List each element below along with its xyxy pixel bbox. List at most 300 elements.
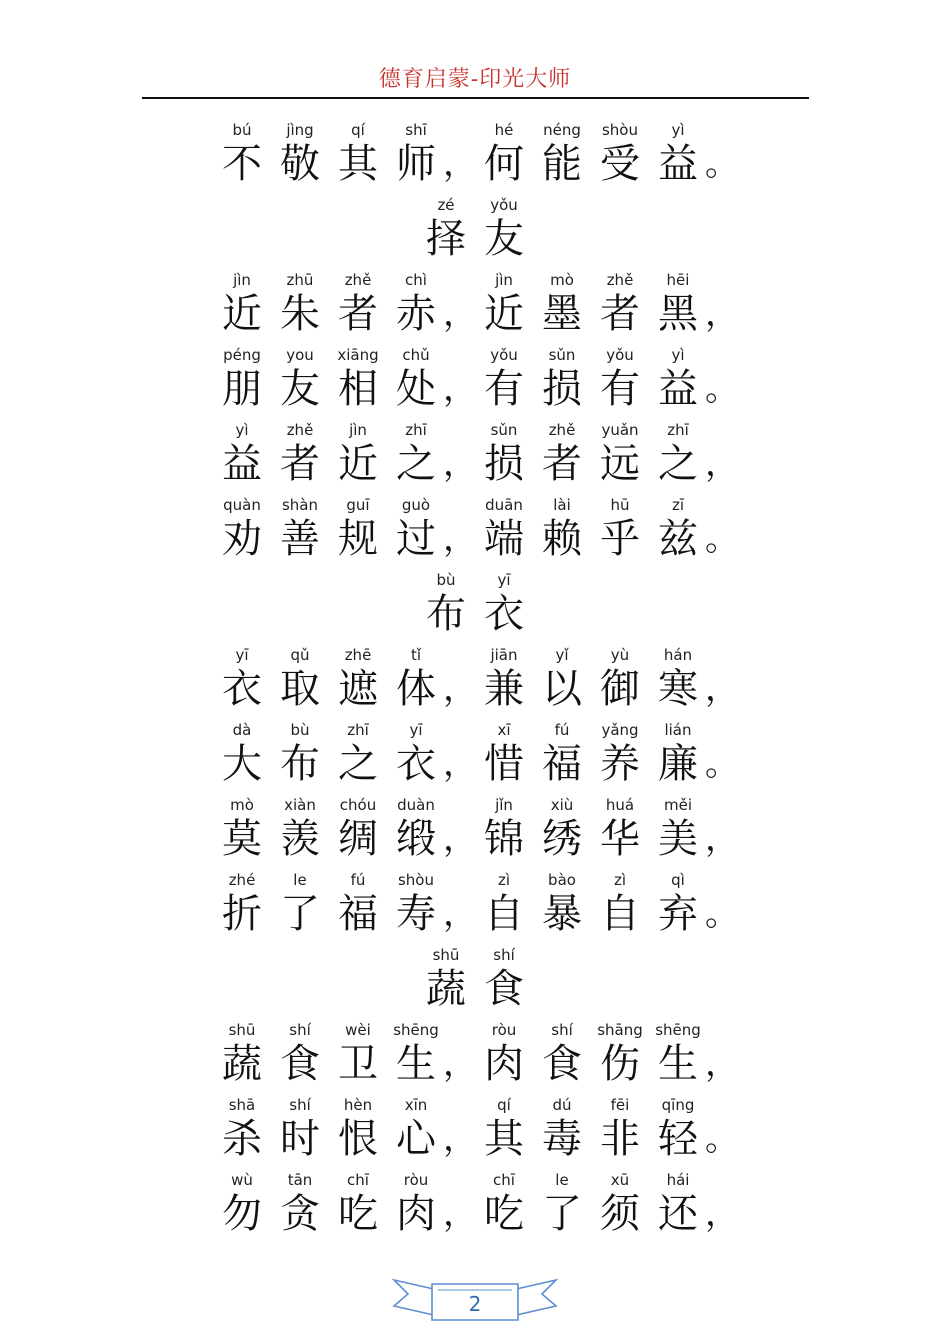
punctuation (445, 120, 475, 195)
pinyin-label: chī (493, 1171, 515, 1189)
hanzi-cell (387, 1095, 445, 1170)
hanzi-cell (475, 945, 533, 1020)
hanzi-cell (271, 345, 329, 420)
hanzi-character: 者 (280, 441, 320, 487)
punctuation (707, 795, 737, 870)
verse-line (0, 1020, 950, 1095)
punctuation-mark: 。 (705, 744, 739, 784)
hanzi-character: 之 (658, 441, 698, 487)
hanzi-cell (213, 270, 271, 345)
hanzi-character: 体 (396, 666, 436, 712)
hanzi-cell (475, 270, 533, 345)
hanzi-cell (329, 720, 387, 795)
pinyin-label: jìn (495, 271, 513, 289)
pinyin-label: xū (610, 1171, 630, 1189)
hanzi-character: 自 (600, 891, 640, 937)
hanzi-character: 近 (222, 291, 262, 337)
punctuation (445, 795, 475, 870)
hanzi-character: 乎 (600, 516, 640, 562)
pinyin-label: hèn (343, 1096, 373, 1114)
punctuation (707, 120, 737, 195)
hanzi-cell (533, 1095, 591, 1170)
pinyin-label: ròu (403, 1171, 429, 1189)
hanzi-character: 福 (542, 741, 582, 787)
hanzi-character: 赤 (396, 291, 436, 337)
pinyin-label: mò (550, 271, 574, 289)
hanzi-cell (533, 120, 591, 195)
hanzi-cell (475, 870, 533, 945)
hanzi-cell (387, 720, 445, 795)
pinyin-label: yī (497, 571, 511, 589)
punctuation (707, 495, 737, 570)
pinyin-label: zhī (667, 421, 689, 439)
hanzi-character: 择 (426, 216, 466, 262)
hanzi-character: 兼 (484, 666, 524, 712)
hanzi-character: 时 (280, 1116, 320, 1162)
pinyin-label: fú (554, 721, 570, 739)
pinyin-label: yù (610, 646, 630, 664)
pinyin-label: zhī (347, 721, 369, 739)
pinyin-label: hé (494, 121, 514, 139)
hanzi-character: 过 (396, 516, 436, 562)
pinyin-label: yǐ (555, 646, 569, 664)
punctuation-mark: 。 (705, 144, 739, 184)
punctuation-mark: 。 (705, 369, 739, 409)
pinyin-label: jǐn (495, 796, 513, 814)
punctuation (445, 645, 475, 720)
hanzi-character: 劝 (222, 516, 262, 562)
pinyin-label: zhū (286, 271, 314, 289)
hanzi-character: 衣 (222, 666, 262, 712)
punctuation (445, 420, 475, 495)
hanzi-cell (591, 270, 649, 345)
hanzi-character: 勿 (222, 1191, 262, 1237)
section-title (0, 195, 950, 270)
hanzi-character: 绸 (338, 816, 378, 862)
punctuation (445, 270, 475, 345)
hanzi-character: 食 (484, 966, 524, 1012)
pinyin-label: zhé (228, 871, 256, 889)
hanzi-character: 不 (222, 141, 262, 187)
verse-line (0, 720, 950, 795)
hanzi-cell (533, 345, 591, 420)
verse-line (0, 495, 950, 570)
pinyin-label: zī (671, 496, 685, 514)
hanzi-character: 者 (338, 291, 378, 337)
hanzi-character: 廉 (658, 741, 698, 787)
punctuation (707, 345, 737, 420)
hanzi-cell (591, 345, 649, 420)
pinyin-label: yī (235, 646, 249, 664)
punctuation-mark: ， (705, 669, 739, 709)
punctuation-mark: ， (705, 1194, 739, 1234)
pinyin-label: shí (289, 1096, 311, 1114)
header-divider (142, 97, 809, 99)
hanzi-cell (387, 645, 445, 720)
pinyin-label: yì (671, 346, 685, 364)
section-title (0, 945, 950, 1020)
hanzi-character: 生 (658, 1041, 698, 1087)
hanzi-cell (271, 645, 329, 720)
hanzi-cell (533, 495, 591, 570)
hanzi-character: 羡 (280, 816, 320, 862)
pinyin-label: tǐ (410, 646, 422, 664)
pinyin-label: wù (231, 1171, 253, 1189)
hanzi-cell (271, 870, 329, 945)
hanzi-character: 食 (280, 1041, 320, 1087)
hanzi-character: 布 (280, 741, 320, 787)
hanzi-cell (475, 1095, 533, 1170)
section-title (0, 570, 950, 645)
hanzi-cell (475, 495, 533, 570)
hanzi-cell (329, 1095, 387, 1170)
hanzi-cell (213, 120, 271, 195)
hanzi-character: 卫 (338, 1041, 378, 1087)
pinyin-label: yì (235, 421, 249, 439)
hanzi-character: 遮 (338, 666, 378, 712)
verse-line (0, 645, 950, 720)
pinyin-label: jìn (233, 271, 251, 289)
hanzi-character: 大 (222, 741, 262, 787)
hanzi-character: 衣 (396, 741, 436, 787)
hanzi-cell (591, 1095, 649, 1170)
hanzi-cell (271, 795, 329, 870)
pinyin-label: le (555, 1171, 569, 1189)
pinyin-label: shòu (601, 121, 638, 139)
punctuation-mark: ， (705, 444, 739, 484)
hanzi-character: 生 (396, 1041, 436, 1087)
pinyin-label: you (286, 346, 314, 364)
pinyin-label: mò (230, 796, 254, 814)
pinyin-label: guī (346, 496, 370, 514)
punctuation (445, 870, 475, 945)
punctuation-mark: 。 (705, 1119, 739, 1159)
hanzi-cell (475, 120, 533, 195)
hanzi-character: 损 (484, 441, 524, 487)
punctuation (707, 1020, 737, 1095)
hanzi-cell (271, 495, 329, 570)
hanzi-cell (329, 120, 387, 195)
pinyin-label: dà (232, 721, 252, 739)
verse-line (0, 120, 950, 195)
hanzi-character: 取 (280, 666, 320, 712)
pinyin-label: shī (405, 121, 427, 139)
punctuation-mark: ， (443, 444, 477, 484)
hanzi-character: 友 (484, 216, 524, 262)
hanzi-character: 端 (484, 516, 524, 562)
verse-line (0, 270, 950, 345)
hanzi-character: 恨 (338, 1116, 378, 1162)
hanzi-cell (213, 1095, 271, 1170)
hanzi-cell (475, 195, 533, 270)
punctuation (707, 270, 737, 345)
punctuation (445, 345, 475, 420)
hanzi-cell (329, 795, 387, 870)
page-footer (392, 1276, 558, 1326)
hanzi-character: 兹 (658, 516, 698, 562)
pinyin-label: chī (347, 1171, 369, 1189)
hanzi-character: 了 (542, 1191, 582, 1237)
hanzi-cell (329, 270, 387, 345)
pinyin-label: xiāng (337, 346, 379, 364)
hanzi-cell (271, 270, 329, 345)
hanzi-character: 莫 (222, 816, 262, 862)
punctuation-mark: ， (443, 1119, 477, 1159)
hanzi-cell (271, 720, 329, 795)
punctuation-mark: 。 (705, 519, 739, 559)
pinyin-label: péng (223, 346, 261, 364)
pinyin-label: chì (405, 271, 427, 289)
pinyin-label: shēng (393, 1021, 439, 1039)
pinyin-label: wèi (345, 1021, 371, 1039)
hanzi-cell (533, 1020, 591, 1095)
hanzi-cell (475, 645, 533, 720)
pinyin-label: fú (350, 871, 366, 889)
hanzi-character: 肉 (484, 1041, 524, 1087)
hanzi-character: 损 (542, 366, 582, 412)
hanzi-character: 锦 (484, 816, 524, 862)
hanzi-character: 布 (426, 591, 466, 637)
hanzi-character: 养 (600, 741, 640, 787)
hanzi-cell (417, 195, 475, 270)
hanzi-cell (475, 720, 533, 795)
hanzi-character: 近 (338, 441, 378, 487)
hanzi-cell (591, 495, 649, 570)
hanzi-cell (329, 1170, 387, 1245)
pinyin-label: lài (553, 496, 571, 514)
hanzi-character: 肉 (396, 1191, 436, 1237)
hanzi-cell (533, 795, 591, 870)
pinyin-label: bào (548, 871, 576, 889)
punctuation-mark: ， (443, 819, 477, 859)
verse-line (0, 345, 950, 420)
hanzi-character: 缎 (396, 816, 436, 862)
hanzi-cell (213, 1170, 271, 1245)
page-number: 2 (468, 1292, 482, 1316)
hanzi-cell (271, 120, 329, 195)
punctuation (707, 420, 737, 495)
punctuation (445, 1095, 475, 1170)
hanzi-cell (329, 495, 387, 570)
pinyin-label: shòu (397, 871, 434, 889)
pinyin-label: shū (228, 1021, 256, 1039)
pinyin-label: chóu (339, 796, 377, 814)
hanzi-character: 毒 (542, 1116, 582, 1162)
punctuation (707, 1095, 737, 1170)
hanzi-character: 善 (280, 516, 320, 562)
hanzi-character: 益 (658, 141, 698, 187)
hanzi-cell (387, 795, 445, 870)
pinyin-label: xiàn (284, 796, 316, 814)
hanzi-cell (387, 120, 445, 195)
hanzi-cell (329, 1020, 387, 1095)
hanzi-character: 暴 (542, 891, 582, 937)
hanzi-character: 者 (600, 291, 640, 337)
hanzi-cell (591, 1020, 649, 1095)
punctuation (445, 1170, 475, 1245)
hanzi-character: 非 (600, 1116, 640, 1162)
pinyin-label: hái (666, 1171, 690, 1189)
pinyin-label: zì (497, 871, 511, 889)
hanzi-cell (329, 345, 387, 420)
pinyin-label: bú (232, 121, 252, 139)
punctuation-mark: ， (705, 1044, 739, 1084)
hanzi-cell (271, 420, 329, 495)
hanzi-character: 其 (338, 141, 378, 187)
pinyin-label: duàn (397, 796, 435, 814)
hanzi-cell (213, 495, 271, 570)
hanzi-character: 能 (542, 141, 582, 187)
hanzi-cell (387, 870, 445, 945)
hanzi-cell (649, 1170, 707, 1245)
hanzi-cell (417, 570, 475, 645)
punctuation-mark: ， (443, 144, 477, 184)
hanzi-cell (649, 120, 707, 195)
pinyin-label: hēi (666, 271, 690, 289)
punctuation-mark: ， (443, 519, 477, 559)
hanzi-character: 心 (396, 1116, 436, 1162)
hanzi-character: 近 (484, 291, 524, 337)
pinyin-label: qì (671, 871, 685, 889)
punctuation (707, 870, 737, 945)
hanzi-cell (475, 420, 533, 495)
hanzi-cell (591, 720, 649, 795)
hanzi-character: 贪 (280, 1191, 320, 1237)
hanzi-cell (213, 645, 271, 720)
verse-line (0, 1095, 950, 1170)
verse-line (0, 870, 950, 945)
hanzi-character: 友 (280, 366, 320, 412)
pinyin-label: yǒu (490, 196, 518, 214)
hanzi-cell (387, 1020, 445, 1095)
hanzi-cell (329, 870, 387, 945)
pinyin-label: jìn (349, 421, 367, 439)
hanzi-character: 须 (600, 1191, 640, 1237)
hanzi-character: 受 (600, 141, 640, 187)
pinyin-label: zé (437, 196, 455, 214)
punctuation (707, 645, 737, 720)
hanzi-cell (213, 345, 271, 420)
hanzi-cell (591, 120, 649, 195)
hanzi-character: 衣 (484, 591, 524, 637)
pinyin-label: shàn (281, 496, 319, 514)
pinyin-label: yī (409, 721, 423, 739)
pinyin-label: xiù (550, 796, 574, 814)
hanzi-cell (475, 345, 533, 420)
hanzi-cell (271, 1095, 329, 1170)
hanzi-character: 惜 (484, 741, 524, 787)
hanzi-character: 处 (396, 366, 436, 412)
pinyin-label: jìng (286, 121, 314, 139)
hanzi-character: 有 (484, 366, 524, 412)
pinyin-label: huá (605, 796, 635, 814)
hanzi-cell (649, 1095, 707, 1170)
pinyin-label: shí (551, 1021, 573, 1039)
hanzi-character: 吃 (338, 1191, 378, 1237)
pinyin-label: yǎng (601, 721, 639, 739)
punctuation (707, 1170, 737, 1245)
hanzi-cell (213, 795, 271, 870)
hanzi-character: 自 (484, 891, 524, 937)
hanzi-character: 墨 (542, 291, 582, 337)
hanzi-character: 何 (484, 141, 524, 187)
hanzi-character: 有 (600, 366, 640, 412)
hanzi-character: 绣 (542, 816, 582, 862)
verse-line (0, 1170, 950, 1245)
hanzi-cell (649, 720, 707, 795)
punctuation-mark: ， (443, 1044, 477, 1084)
hanzi-character: 轻 (658, 1116, 698, 1162)
pinyin-label: chǔ (402, 346, 430, 364)
hanzi-cell (533, 270, 591, 345)
hanzi-character: 朋 (222, 366, 262, 412)
hanzi-character: 寿 (396, 891, 436, 937)
pinyin-label: zhě (606, 271, 634, 289)
hanzi-cell (591, 870, 649, 945)
hanzi-character: 益 (658, 366, 698, 412)
hanzi-cell (475, 1020, 533, 1095)
hanzi-cell (475, 570, 533, 645)
hanzi-character: 朱 (280, 291, 320, 337)
hanzi-cell (591, 1170, 649, 1245)
pinyin-label: tān (287, 1171, 313, 1189)
pinyin-label: bù (436, 571, 456, 589)
hanzi-character: 还 (658, 1191, 698, 1237)
pinyin-label: shāng (597, 1021, 643, 1039)
hanzi-cell (213, 1020, 271, 1095)
punctuation (707, 720, 737, 795)
punctuation-mark: ， (443, 369, 477, 409)
hanzi-character: 远 (600, 441, 640, 487)
verse-line (0, 420, 950, 495)
hanzi-character: 伤 (600, 1041, 640, 1087)
hanzi-character: 以 (542, 666, 582, 712)
hanzi-cell (271, 1020, 329, 1095)
hanzi-cell (649, 495, 707, 570)
hanzi-cell (649, 645, 707, 720)
hanzi-character: 敬 (280, 141, 320, 187)
pinyin-label: qīng (661, 1096, 695, 1114)
pinyin-label: xīn (404, 1096, 428, 1114)
pinyin-label: sǔn (548, 346, 576, 364)
punctuation-mark: ， (705, 294, 739, 334)
pinyin-label: hán (663, 646, 693, 664)
hanzi-cell (591, 645, 649, 720)
verse-content (0, 120, 950, 1245)
punctuation-mark: ， (443, 669, 477, 709)
pinyin-label: shēng (655, 1021, 701, 1039)
pinyin-label: néng (543, 121, 581, 139)
pinyin-label: shí (493, 946, 515, 964)
pinyin-label: zhě (344, 271, 372, 289)
hanzi-cell (387, 495, 445, 570)
pinyin-label: měi (663, 796, 692, 814)
hanzi-cell (213, 720, 271, 795)
pinyin-label: zhē (344, 646, 372, 664)
hanzi-character: 益 (222, 441, 262, 487)
pinyin-label: xī (497, 721, 511, 739)
pinyin-label: yuǎn (601, 421, 639, 439)
hanzi-character: 吃 (484, 1191, 524, 1237)
hanzi-cell (649, 870, 707, 945)
pinyin-label: duān (485, 496, 523, 514)
hanzi-cell (417, 945, 475, 1020)
hanzi-cell (271, 1170, 329, 1245)
hanzi-character: 师 (396, 141, 436, 187)
pinyin-label: zhě (548, 421, 576, 439)
hanzi-character: 华 (600, 816, 640, 862)
pinyin-label: zhě (286, 421, 314, 439)
